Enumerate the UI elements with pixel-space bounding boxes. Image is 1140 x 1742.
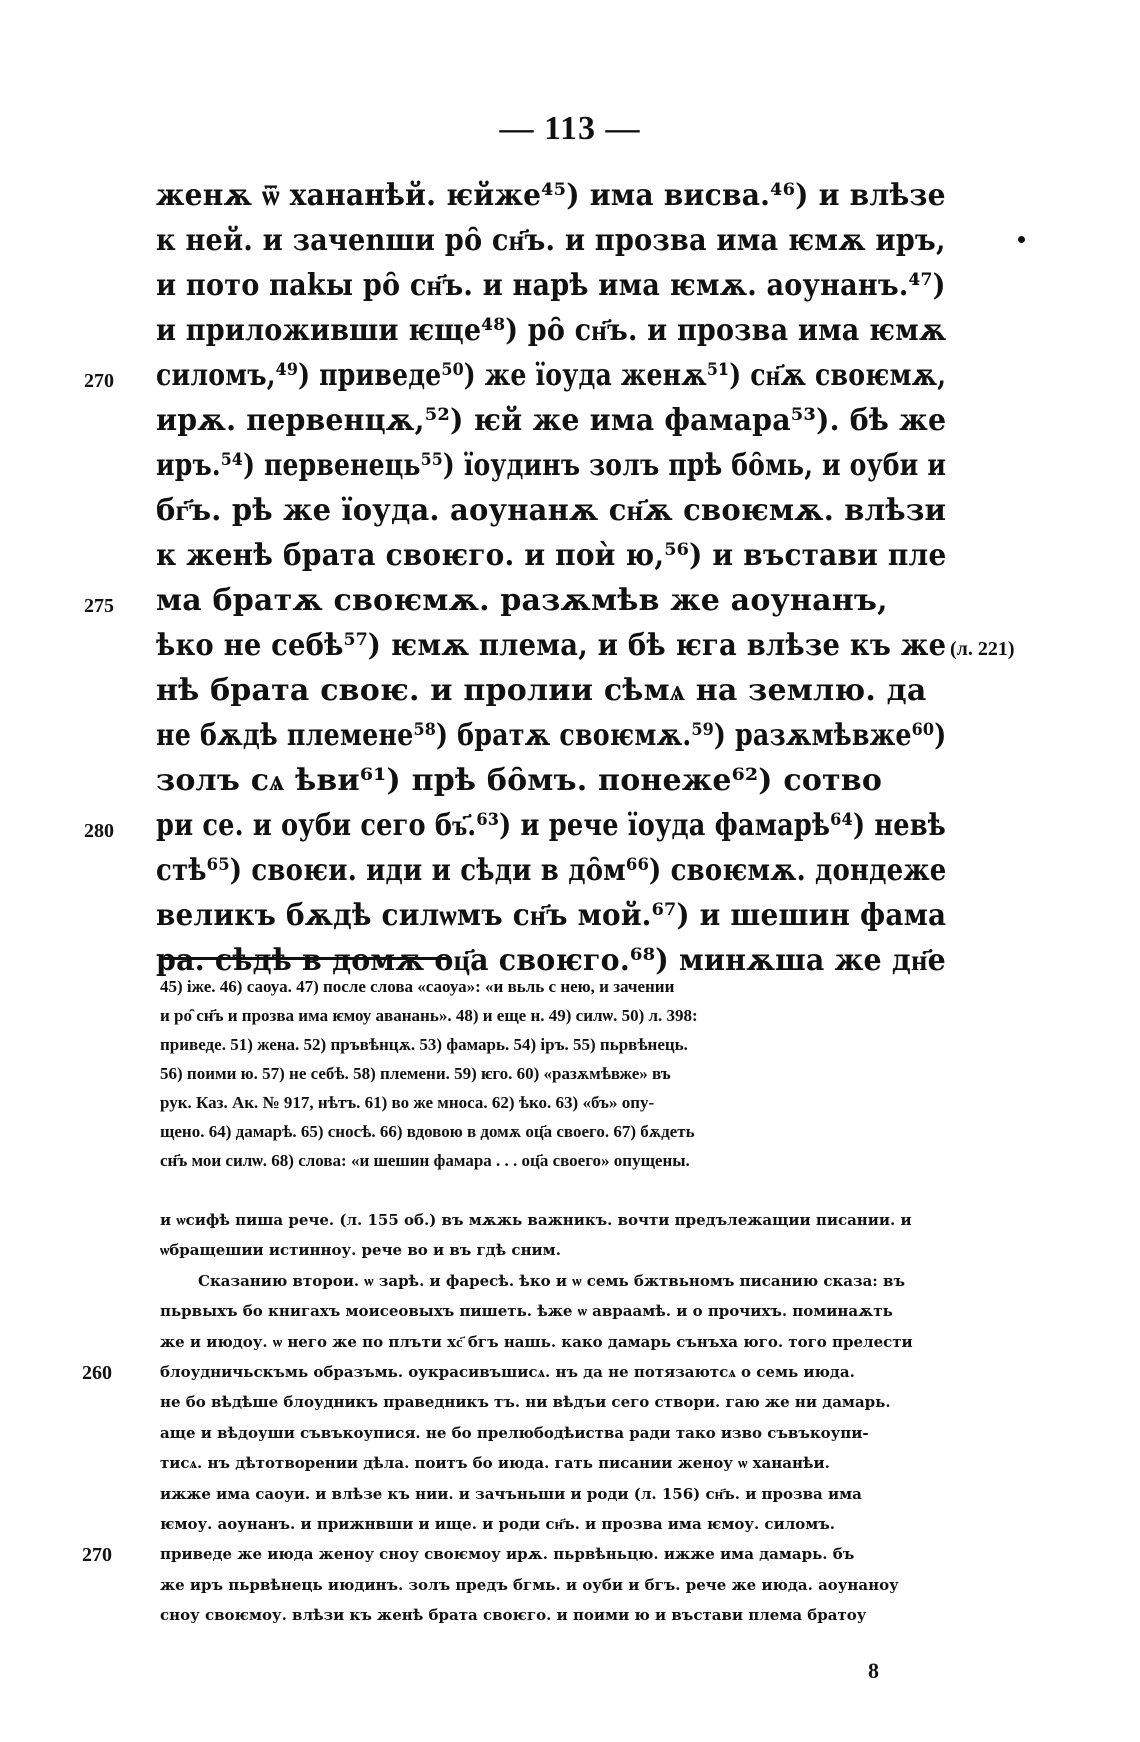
variant-line xyxy=(0,1600,1140,1630)
text-line xyxy=(0,763,1140,808)
page-number: — 113 — xyxy=(499,110,641,147)
line-text: сноу своѥмоу. влѣзи къ женѣ брата своѥго. и поими ю и въстави плема братоу xyxy=(160,1606,867,1625)
line-number: 260 xyxy=(82,1361,112,1384)
line-text: ѣко не себѣ⁵⁷) ѥмѫ плема, и бѣ ѥга влѣзе къ же xyxy=(156,628,947,663)
variant-line xyxy=(0,1357,1140,1387)
text-line xyxy=(0,358,1140,403)
text-line xyxy=(0,718,1140,763)
line-text: ижже има саоуи. и влѣзе къ нии. и зачъньши и роди (л. 156) сн҃ъ. и прозва има xyxy=(160,1484,862,1503)
line-text: ри се. и оуби сего бъ҃.⁶³) и рече їоуда фамарѣ⁶⁴) невѣ xyxy=(156,808,946,843)
text-line xyxy=(0,268,1140,313)
line-text: приведе же июда женоу сноу своѥмоу ирѫ. пьрвѣньцю. ижже има дамарь. бъ xyxy=(160,1545,855,1564)
line-text: к ней. и зачеnши ро̑ сн҃ъ. и прозва има ѥмѫ иръ, xyxy=(156,223,946,258)
text-line xyxy=(0,628,1140,673)
footnote-line: 45) іже. 46) саоуа. 47) после слова «саоуа»: «и вьль с нею, и зачении xyxy=(160,977,675,996)
line-text: стѣ⁶⁵) своѥи. иди и сѣди в до̑м⁶⁶) своѥмѫ. дондеже xyxy=(156,853,947,888)
text-line xyxy=(0,313,1140,358)
text-line xyxy=(0,448,1140,493)
variant-line xyxy=(0,1479,1140,1509)
line-text: и ѡсифѣ пиша рече. (л. 155 об.) въ мѫжь важникъ. вочти предълежащии писании. и xyxy=(160,1211,912,1229)
footnote-line: щено. 64) дамарѣ. 65) сносѣ. 66) вдовою в домѫ оц҃а своего. 67) бѫдеть xyxy=(160,1122,695,1141)
text-line xyxy=(0,673,1140,718)
footnote-line: рук. Каз. Ак. № 917, нѣтъ. 61) во же мноса. 62) ѣко. 63) «бъ» опу- xyxy=(160,1093,655,1112)
line-text: к женѣ брата своѥго. и поѝ ю,⁵⁶) и въстави пле xyxy=(156,538,947,573)
line-text: бг҃ъ. рѣ же їоуда. аоунанѫ сн҃ѫ своѥмѫ. влѣзи xyxy=(156,493,947,528)
variant-line xyxy=(0,1570,1140,1600)
variant-line xyxy=(0,1509,1140,1539)
line-text: ѡбращешии истинноу. рече во и въ гдѣ сним. xyxy=(160,1241,561,1260)
line-text: тисѧ. нъ дѣтотворении дѣла. поитъ бо июда. гать писании женоу ѡ хананѣи. xyxy=(160,1454,830,1473)
line-text: ѥмоу. аоунанъ. и прижнвши и ище. и роди сн҃ъ. и прозва има ѥмоу. силомъ. xyxy=(160,1514,836,1533)
line-text: не бѫдѣ племене⁵⁸) братѫ своѥмѫ.⁵⁹) разѫмѣвже⁶⁰) xyxy=(156,718,947,753)
line-number: 270 xyxy=(82,1544,112,1567)
footnote-line: 56) поими ю. 57) не себѣ. 58) племени. 59) ѥго. 60) «разѫмѣвже» въ xyxy=(160,1064,671,1083)
variant-line xyxy=(0,1235,1140,1265)
variant-text-block xyxy=(0,1205,1140,1630)
line-text: аще и вѣдоуши съвъкоупися. не бо прелюбодѣиства ради тако изво съвъкоупи- xyxy=(160,1423,869,1442)
variant-line xyxy=(0,1387,1140,1417)
line-text: ирѫ. первенцѫ,⁵²) ѥй же има фамара⁵³). бѣ же xyxy=(156,403,947,438)
line-text: золъ сѧ ѣви⁶¹) прѣ бо̑мъ. понеже⁶²) сотво xyxy=(156,763,883,798)
margin-note: (л. 221) xyxy=(950,638,1015,660)
line-text: пьрвыхъ бо книгахъ моисеовыхъ пишеть. ѣже ѡ авраамѣ. и о прочихъ. поминаѫть xyxy=(160,1302,893,1321)
footnote-rule xyxy=(160,957,450,960)
footnote-line: сн҃ъ мои силѡ. 68) слова: «и шешин фамара . . . оц҃а своего» опущены. xyxy=(160,1151,690,1170)
line-text: не бо вѣдѣше блоудникъ праведникъ тъ. ни вѣдъи сего створи. гаю же ни дамарь. xyxy=(160,1393,891,1412)
text-line xyxy=(0,223,1140,268)
line-text: Сказанию второи. ѡ зарѣ. и фаресѣ. ѣко и ѡ семь бжтвьномъ писанию сказа: въ xyxy=(198,1271,905,1290)
footnotes-block xyxy=(160,972,1040,1175)
text-line xyxy=(0,898,1140,943)
text-line xyxy=(0,178,1140,223)
line-number: 270 xyxy=(84,370,114,392)
text-line xyxy=(0,583,1140,628)
line-text: и пото паkы ро̑ сн҃ъ. и нарѣ има ѥмѫ. аоунанъ.⁴⁷) xyxy=(156,268,946,303)
text-line xyxy=(0,493,1140,538)
text-line xyxy=(0,808,1140,853)
line-text: же иръ пьрвѣнець июдинъ. золъ предъ бгмь. и оуби и бгъ. рече же июда. аоунаноу xyxy=(160,1575,899,1594)
variant-line xyxy=(0,1448,1140,1478)
line-text: великъ бѫдѣ силѡмъ сн҃ъ мой.⁶⁷) и шешин фама xyxy=(156,898,947,933)
line-text: женѫ ѿ хананѣй. ѥйже⁴⁵) има висва.⁴⁶) и влѣзе xyxy=(156,178,946,213)
line-text: блоудничьскъмь образъмь. оукрасивъшисѧ. нъ да не потязаютсѧ о семь июда. xyxy=(160,1362,855,1381)
variant-line xyxy=(0,1205,1140,1235)
ink-speck xyxy=(1018,236,1025,243)
line-number: 280 xyxy=(84,820,114,842)
footnote-line: и ро̑ сн҃ъ и прозва има ѥмоу аванань». 48) и еще н. 49) силѡ. 50) л. 398: xyxy=(160,1006,698,1025)
line-text: нѣ брата своѥ. и пролии сѣмѧ на землю. да xyxy=(156,673,927,708)
line-text: ма братѫ своѥмѫ. разѫмѣв же аоунанъ, xyxy=(156,583,888,618)
text-line xyxy=(0,853,1140,898)
line-text: иръ.⁵⁴) первенець⁵⁵) їоудинъ золъ прѣ бо̑мь, и оуби и xyxy=(156,448,947,483)
text-line xyxy=(0,538,1140,583)
line-text: ра. сѣдѣ в домѫ оц҃а своѥго.⁶⁸) минѫша же дн҃е xyxy=(156,943,946,978)
variant-line xyxy=(0,1296,1140,1326)
variant-line xyxy=(0,1327,1140,1357)
text-line xyxy=(0,403,1140,448)
line-number: 275 xyxy=(84,595,114,617)
line-text: и приложивши ѥще⁴⁸) ро̑ сн҃ъ. и прозва има ѥмѫ xyxy=(156,313,947,348)
line-text: силомъ,⁴⁹) приведе⁵⁰) же їоуда женѫ⁵¹) сн҃ѫ своѥмѫ, xyxy=(156,358,947,393)
line-text: же и июдоу. ѡ него же по плъти хс҃ бгъ нашь. како дамарь сънъха юго. того прелести xyxy=(160,1332,913,1351)
variant-line xyxy=(0,1418,1140,1448)
main-text-block xyxy=(0,178,1140,988)
variant-line xyxy=(0,1266,1140,1296)
variant-line xyxy=(0,1539,1140,1569)
footnote-line: приведе. 51) жена. 52) пръвѣнцѫ. 53) фамарь. 54) іръ. 55) пьрвѣнець. xyxy=(160,1035,688,1054)
signature-mark: 8 xyxy=(868,1658,879,1683)
